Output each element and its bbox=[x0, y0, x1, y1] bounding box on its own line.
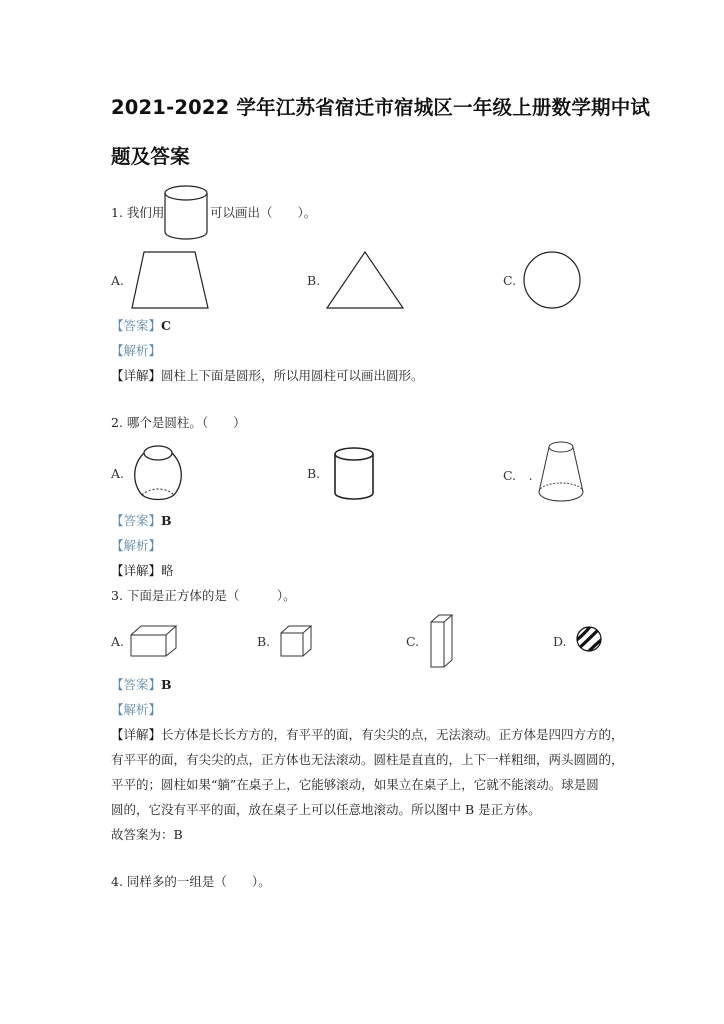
analysis-label: 【解析】 bbox=[111, 343, 162, 358]
question-3-stem bbox=[111, 588, 296, 604]
option-c-label: C. . bbox=[503, 468, 533, 483]
detail-label: 【详解】 bbox=[111, 563, 162, 578]
analysis-line bbox=[111, 538, 161, 554]
analysis-line bbox=[111, 702, 161, 718]
detail-text: 略 bbox=[161, 563, 174, 578]
analysis-line bbox=[111, 343, 161, 359]
detail-line-4: 圆的，它没有平平的面，放在桌子上可以任意地滚动。所以图中 B 是正方体。 bbox=[111, 802, 541, 817]
frustum-icon bbox=[537, 440, 585, 504]
stem-text: 下面是正方体的是（ ）。 bbox=[126, 588, 296, 603]
document-title-line1: 2021-2022 学年江苏省宿迁市宿城区一年级上册数学期中试 bbox=[111, 96, 651, 119]
answer-value: B bbox=[161, 677, 172, 692]
barrel-icon bbox=[134, 443, 182, 503]
detail-line bbox=[111, 368, 424, 384]
option-b-label: B. bbox=[307, 466, 321, 481]
stem-text: 哪个是圆柱。（ ） bbox=[126, 415, 246, 430]
cylinder-icon bbox=[333, 447, 375, 501]
question-4-stem bbox=[111, 874, 271, 890]
option-a-label: A. bbox=[111, 273, 125, 288]
question-2-stem bbox=[111, 415, 246, 431]
stem-text-before: 我们用 bbox=[126, 205, 165, 220]
detail-line-1 bbox=[111, 727, 624, 743]
question-number: 1. bbox=[111, 205, 123, 220]
option-b-label: B. bbox=[257, 634, 271, 649]
option-c-label: C. bbox=[406, 634, 420, 649]
detail-line bbox=[111, 563, 174, 579]
cylinder-icon bbox=[163, 185, 209, 241]
conclusion-line: 故答案为：B bbox=[111, 827, 183, 842]
detail-label: 【详解】 bbox=[111, 368, 162, 383]
striped-ball-icon bbox=[576, 626, 602, 652]
answer-value: B bbox=[161, 513, 172, 528]
circle-icon bbox=[522, 251, 582, 311]
answer-line bbox=[111, 677, 172, 693]
detail-line-2: 有平平的面，有尖尖的点，正方体也无法滚动。圆柱是直直的，上下一样粗细，两头圆圆的， bbox=[111, 752, 624, 767]
analysis-label: 【解析】 bbox=[111, 538, 162, 553]
cube-icon bbox=[280, 625, 312, 657]
detail-text: 长方体是长长方方的，有平平的面，有尖尖的点，无法滚动。正方体是四四方方的， bbox=[161, 727, 624, 742]
answer-value: C bbox=[161, 318, 171, 333]
question-number: 3. bbox=[111, 588, 123, 603]
stem-text: 同样多的一组是（ ）。 bbox=[126, 874, 271, 889]
answer-label: 【答案】 bbox=[111, 318, 162, 333]
detail-text: 圆柱上下面是圆形，所以用圆柱可以画出圆形。 bbox=[161, 368, 424, 383]
answer-line bbox=[111, 513, 172, 529]
cuboid-icon bbox=[130, 625, 178, 657]
document-title-line2: 题及答案 bbox=[111, 145, 190, 168]
detail-label: 【详解】 bbox=[111, 727, 162, 742]
answer-label: 【答案】 bbox=[111, 513, 162, 528]
option-a-label: A. bbox=[111, 634, 125, 649]
trapezoid-icon bbox=[130, 250, 210, 310]
analysis-label: 【解析】 bbox=[111, 702, 162, 717]
question-number: 4. bbox=[111, 874, 123, 889]
answer-label: 【答案】 bbox=[111, 677, 162, 692]
triangle-icon bbox=[325, 250, 405, 310]
option-c-label: C. bbox=[503, 273, 517, 288]
question-1-stem bbox=[111, 205, 164, 221]
answer-line bbox=[111, 318, 171, 334]
stem-text-after: 可以画出（ ）。 bbox=[210, 205, 317, 220]
option-d-label: D. bbox=[553, 634, 567, 649]
tall-prism-icon bbox=[430, 614, 454, 668]
detail-line-3: 平平的；圆柱如果“躺”在桌子上，它能够滚动，如果立在桌子上，它就不能滚动。球是圆 bbox=[111, 777, 599, 792]
option-b-label: B. bbox=[307, 273, 321, 288]
option-a-label: A. bbox=[111, 466, 125, 481]
question-number: 2. bbox=[111, 415, 123, 430]
